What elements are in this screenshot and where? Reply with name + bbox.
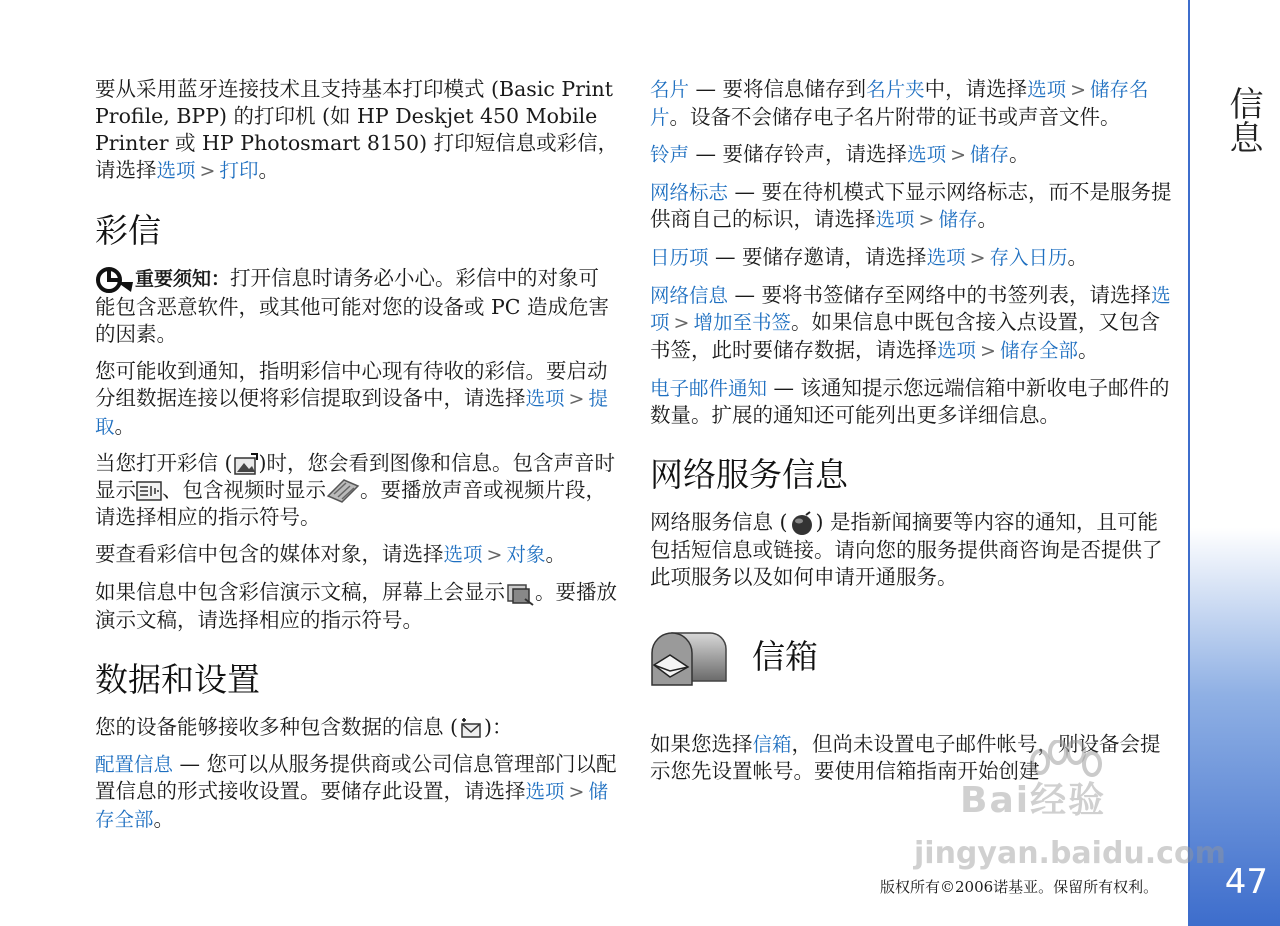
save-all-link[interactable]: 储存全部 (999, 339, 1078, 362)
logo-term[interactable]: 网络标志 (650, 181, 729, 204)
config-paragraph: 配置信息 — 您可以从服务提供商或公司信息管理部门以配置信息的形式接收设置。要储存此设置，请选择选项 > 储存全部。 (95, 751, 617, 831)
data-message-icon (458, 716, 484, 740)
save-all-link[interactable]: 储存全部 (95, 779, 608, 831)
email-notice-paragraph: 电子邮件通知 — 该通知提示您远端信箱中新收电子邮件的数量。扩展的通知还可能列出更多详细信息。 (650, 376, 1170, 427)
options-link[interactable]: 选项 (926, 246, 966, 269)
options-link[interactable]: 选项 (650, 284, 1171, 334)
config-term[interactable]: 配置信息 (95, 752, 174, 776)
watermark-url: jingyan.baidu.com (914, 836, 1226, 871)
retrieve-link[interactable]: 提取 (95, 386, 608, 438)
retrieve-paragraph: 您可能收到通知，指明彩信中心现有待收的彩信。要启动分组数据连接以便将彩信提取到设备中，请选择选项 > 提取。 (95, 358, 608, 438)
warning-icon (95, 266, 135, 294)
open-mms-paragraph: 当您打开彩信 ( )时，您会看到图像和信息。包含声音时显示 、包含视频时显示 。要播放声音或视频片段，请选择相应的指示符号。 (95, 450, 616, 529)
sidebar-title: 信息 (1223, 86, 1263, 154)
left-column (95, 76, 619, 843)
inbox-link[interactable]: 信箱 (752, 732, 792, 756)
mailbox-icon (650, 625, 728, 689)
sidebar (1188, 0, 1280, 926)
print-paragraph: 要从采用蓝牙连接技术且支持基本打印模式 (Basic Print Profile, BPP) 的打印机 (如 HP Deskjet 450 Mobile Printer 或 HP Photosmart 8150) 打印短信息或彩信，请选择选项 > 打印。 (95, 77, 619, 182)
presentation-icon (505, 581, 535, 607)
options-link[interactable]: 选项 (525, 779, 565, 803)
save-to-calendar-link[interactable]: 存入日历 (989, 246, 1068, 269)
options-link[interactable]: 选项 (937, 339, 977, 362)
inbox-heading: 信箱 (752, 636, 818, 676)
presentation-paragraph: 如果信息中包含彩信演示文稿，屏幕上会显示 。要播放演示文稿，请选择相应的指示符号。 (95, 580, 617, 632)
right-column (650, 76, 1172, 795)
video-icon (326, 478, 360, 504)
ringtone-term[interactable]: 铃声 (650, 143, 690, 166)
media-objects-paragraph: 要查看彩信中包含的媒体对象，请选择选项 > 对象。 (95, 542, 566, 566)
card-paragraph: 名片 — 要将信息储存到名片夹中，请选择选项 > 储存名片。设备不会储存电子名片附带的证书或声音文件。 (650, 77, 1149, 129)
options-link[interactable]: 选项 (1027, 78, 1067, 101)
service-message-icon (788, 511, 816, 537)
sound-icon (136, 480, 162, 502)
options-link[interactable]: 选项 (875, 208, 915, 231)
web-message-term[interactable]: 网络信息 (650, 284, 729, 307)
service-paragraph: 网络服务信息 ( ) 是指新闻摘要等内容的通知，且可能包括短信息或链接。请向您的服务提供商咨询是否提供了此项服务以及如何申请开通服务。 (650, 510, 1163, 589)
ringtone-paragraph: 铃声 — 要储存铃声，请选择选项 > 储存。 (650, 142, 1030, 166)
calendar-term[interactable]: 日历项 (650, 246, 709, 269)
print-link[interactable]: 打印 (219, 159, 259, 182)
data-settings-heading: 数据和设置 (95, 659, 260, 699)
options-link[interactable]: 选项 (156, 159, 196, 182)
save-link[interactable]: 储存 (938, 208, 978, 231)
email-notice-term[interactable]: 电子邮件通知 (650, 377, 768, 400)
calendar-paragraph: 日历项 — 要储存邀请，请选择选项 > 存入日历。 (650, 245, 1089, 269)
options-link[interactable]: 选项 (907, 143, 947, 166)
service-messages-heading: 网络服务信息 (650, 455, 848, 494)
contacts-link[interactable]: 名片夹 (866, 78, 925, 101)
options-link[interactable]: 选项 (525, 386, 565, 410)
inbox-header (650, 625, 1172, 689)
mms-icon (233, 452, 259, 476)
objects-link[interactable]: 对象 (506, 543, 546, 566)
web-message-paragraph: 网络信息 — 要将书签储存至网络中的书签列表，请选择选项 > 增加至书签。如果信息中既包含接入点设置，又包含书签，此时要储存数据，请选择选项 > 储存全部。 (650, 283, 1171, 362)
copyright-footer: 版权所有©2006诺基亚。保留所有权利。 (880, 878, 1159, 896)
card-term[interactable]: 名片 (650, 78, 690, 101)
inbox-paragraph: 如果您选择信箱，但尚未设置电子邮件帐号，则设备会提示您先设置帐号。要使用信箱指南开始创建 (650, 731, 1161, 783)
watermark-text: Bai经验 (960, 780, 1107, 821)
page-number: 47 (1224, 862, 1268, 902)
mms-heading: 彩信 (95, 211, 161, 250)
warning-paragraph: 重要须知：打开信息时请务必小心。彩信中的对象可能包含恶意软件，或其他可能对您的设备或 PC 造成危害的因素。 (95, 266, 610, 346)
logo-paragraph: 网络标志 — 要在待机模式下显示网络标志，而不是服务提供商自己的标识，请选择选项 > 储存。 (650, 180, 1172, 231)
save-link[interactable]: 储存 (970, 143, 1010, 166)
data-messages-paragraph: 您的设备能够接收多种包含数据的信息 ( )： (95, 714, 513, 739)
options-link[interactable]: 选项 (443, 543, 483, 566)
add-bookmark-link[interactable]: 增加至书签 (693, 311, 791, 334)
save-card-link[interactable]: 储存名片 (650, 78, 1149, 129)
